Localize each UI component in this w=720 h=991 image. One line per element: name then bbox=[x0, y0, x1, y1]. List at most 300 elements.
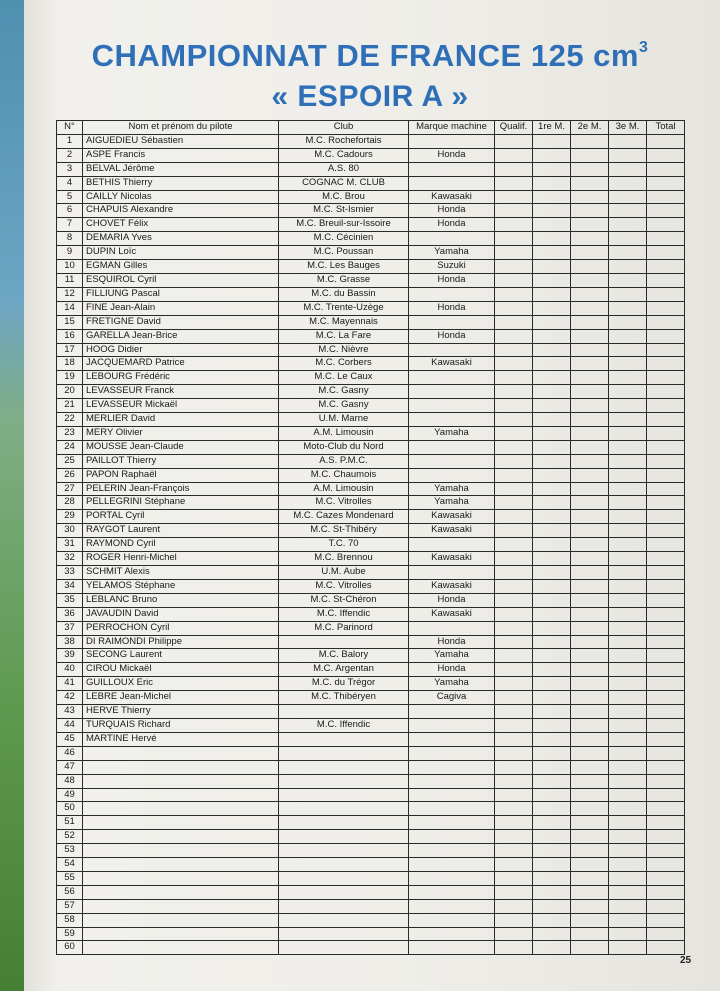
qualif-cell bbox=[495, 663, 533, 677]
m2-cell bbox=[571, 691, 609, 705]
header-no: N° bbox=[57, 121, 83, 135]
qualif-cell bbox=[495, 273, 533, 287]
machine-make bbox=[409, 788, 495, 802]
row-number: 2 bbox=[57, 148, 83, 162]
club-name: M.C. Brennou bbox=[279, 552, 409, 566]
total-cell bbox=[647, 176, 685, 190]
qualif-cell bbox=[495, 649, 533, 663]
club-name: M.C. St-Ismier bbox=[279, 204, 409, 218]
qualif-cell bbox=[495, 204, 533, 218]
row-number: 7 bbox=[57, 218, 83, 232]
m2-cell bbox=[571, 315, 609, 329]
table-row bbox=[57, 440, 685, 454]
machine-make: Honda bbox=[409, 301, 495, 315]
row-number: 53 bbox=[57, 844, 83, 858]
machine-make: Honda bbox=[409, 204, 495, 218]
total-cell bbox=[647, 607, 685, 621]
club-name: M.C. Thibéryen bbox=[279, 691, 409, 705]
m2-cell bbox=[571, 190, 609, 204]
table-row bbox=[57, 524, 685, 538]
qualif-cell bbox=[495, 899, 533, 913]
machine-make: Honda bbox=[409, 663, 495, 677]
row-number: 40 bbox=[57, 663, 83, 677]
pilot-name: ROGER Henri-Michel bbox=[83, 552, 279, 566]
m1-cell bbox=[533, 315, 571, 329]
table-row bbox=[57, 482, 685, 496]
row-number: 50 bbox=[57, 802, 83, 816]
club-name: M.C. Trente-Uzège bbox=[279, 301, 409, 315]
table-row bbox=[57, 927, 685, 941]
m3-cell bbox=[609, 538, 647, 552]
pilot-name: PAILLOT Thierry bbox=[83, 454, 279, 468]
table-row bbox=[57, 246, 685, 260]
m2-cell bbox=[571, 371, 609, 385]
machine-make bbox=[409, 871, 495, 885]
machine-make: Yamaha bbox=[409, 649, 495, 663]
m2-cell bbox=[571, 162, 609, 176]
m1-cell bbox=[533, 816, 571, 830]
table-row bbox=[57, 691, 685, 705]
total-cell bbox=[647, 788, 685, 802]
m1-cell bbox=[533, 941, 571, 955]
m2-cell bbox=[571, 705, 609, 719]
m2-cell bbox=[571, 357, 609, 371]
pilot-name: DUPIN Loïc bbox=[83, 246, 279, 260]
m3-cell bbox=[609, 413, 647, 427]
m1-cell bbox=[533, 760, 571, 774]
m2-cell bbox=[571, 663, 609, 677]
club-name: M.C. Le Caux bbox=[279, 371, 409, 385]
table-header-row bbox=[57, 121, 685, 135]
m2-cell bbox=[571, 927, 609, 941]
m2-cell bbox=[571, 482, 609, 496]
header-m2: 2e M. bbox=[571, 121, 609, 135]
qualif-cell bbox=[495, 871, 533, 885]
m1-cell bbox=[533, 510, 571, 524]
total-cell bbox=[647, 315, 685, 329]
row-number: 59 bbox=[57, 927, 83, 941]
club-name: M.C. Corbers bbox=[279, 357, 409, 371]
total-cell bbox=[647, 496, 685, 510]
m1-cell bbox=[533, 524, 571, 538]
m1-cell bbox=[533, 718, 571, 732]
m3-cell bbox=[609, 343, 647, 357]
club-name bbox=[279, 858, 409, 872]
m2-cell bbox=[571, 301, 609, 315]
m2-cell bbox=[571, 844, 609, 858]
m2-cell bbox=[571, 232, 609, 246]
row-number: 24 bbox=[57, 440, 83, 454]
pilot-name: CHAPUIS Alexandre bbox=[83, 204, 279, 218]
club-name: A.M. Limousin bbox=[279, 426, 409, 440]
table-row bbox=[57, 593, 685, 607]
total-cell bbox=[647, 774, 685, 788]
row-number: 4 bbox=[57, 176, 83, 190]
pilot-name: FILLIUNG Pascal bbox=[83, 287, 279, 301]
qualif-cell bbox=[495, 621, 533, 635]
qualif-cell bbox=[495, 287, 533, 301]
club-name: M.C. Parinord bbox=[279, 621, 409, 635]
pilot-name: PELERIN Jean-François bbox=[83, 482, 279, 496]
total-cell bbox=[647, 816, 685, 830]
m3-cell bbox=[609, 134, 647, 148]
row-number: 45 bbox=[57, 732, 83, 746]
total-cell bbox=[647, 885, 685, 899]
row-number: 48 bbox=[57, 774, 83, 788]
m1-cell bbox=[533, 371, 571, 385]
m3-cell bbox=[609, 927, 647, 941]
m2-cell bbox=[571, 134, 609, 148]
club-name bbox=[279, 927, 409, 941]
qualif-cell bbox=[495, 718, 533, 732]
m1-cell bbox=[533, 413, 571, 427]
row-number: 12 bbox=[57, 287, 83, 301]
row-number: 43 bbox=[57, 705, 83, 719]
club-name bbox=[279, 844, 409, 858]
row-number: 41 bbox=[57, 677, 83, 691]
machine-make bbox=[409, 858, 495, 872]
m3-cell bbox=[609, 705, 647, 719]
table-row bbox=[57, 301, 685, 315]
total-cell bbox=[647, 413, 685, 427]
qualif-cell bbox=[495, 566, 533, 580]
table-row bbox=[57, 385, 685, 399]
m3-cell bbox=[609, 871, 647, 885]
m3-cell bbox=[609, 176, 647, 190]
total-cell bbox=[647, 287, 685, 301]
m3-cell bbox=[609, 190, 647, 204]
pilot-name bbox=[83, 760, 279, 774]
club-name: M.C. Breuil-sur-Issoire bbox=[279, 218, 409, 232]
m3-cell bbox=[609, 941, 647, 955]
machine-make bbox=[409, 885, 495, 899]
table-row bbox=[57, 343, 685, 357]
row-number: 36 bbox=[57, 607, 83, 621]
m2-cell bbox=[571, 329, 609, 343]
machine-make bbox=[409, 468, 495, 482]
pilot-name: LEBLANC Bruno bbox=[83, 593, 279, 607]
row-number: 15 bbox=[57, 315, 83, 329]
qualif-cell bbox=[495, 496, 533, 510]
row-number: 39 bbox=[57, 649, 83, 663]
pilot-name: RAYGOT Laurent bbox=[83, 524, 279, 538]
row-number: 3 bbox=[57, 162, 83, 176]
table-row bbox=[57, 649, 685, 663]
table-row bbox=[57, 413, 685, 427]
m2-cell bbox=[571, 621, 609, 635]
total-cell bbox=[647, 871, 685, 885]
qualif-cell bbox=[495, 524, 533, 538]
qualif-cell bbox=[495, 260, 533, 274]
pilot-name: GARELLA Jean-Brice bbox=[83, 329, 279, 343]
pilot-name: LEVASSEUR Franck bbox=[83, 385, 279, 399]
row-number: 1 bbox=[57, 134, 83, 148]
m2-cell bbox=[571, 677, 609, 691]
m2-cell bbox=[571, 913, 609, 927]
m1-cell bbox=[533, 385, 571, 399]
m3-cell bbox=[609, 858, 647, 872]
table-row bbox=[57, 148, 685, 162]
table-row bbox=[57, 287, 685, 301]
qualif-cell bbox=[495, 454, 533, 468]
m2-cell bbox=[571, 496, 609, 510]
table-row bbox=[57, 635, 685, 649]
table-row bbox=[57, 371, 685, 385]
pilot-name: CIROU Mickaël bbox=[83, 663, 279, 677]
club-name bbox=[279, 913, 409, 927]
row-number: 18 bbox=[57, 357, 83, 371]
club-name: U.M. Marne bbox=[279, 413, 409, 427]
m1-cell bbox=[533, 649, 571, 663]
pilot-name: LEBRE Jean-Michel bbox=[83, 691, 279, 705]
qualif-cell bbox=[495, 732, 533, 746]
table-row bbox=[57, 885, 685, 899]
club-name bbox=[279, 760, 409, 774]
row-number: 31 bbox=[57, 538, 83, 552]
m1-cell bbox=[533, 496, 571, 510]
club-name bbox=[279, 705, 409, 719]
m1-cell bbox=[533, 899, 571, 913]
m2-cell bbox=[571, 746, 609, 760]
machine-make: Kawasaki bbox=[409, 607, 495, 621]
machine-make bbox=[409, 830, 495, 844]
table-row bbox=[57, 663, 685, 677]
m1-cell bbox=[533, 858, 571, 872]
results-table bbox=[56, 120, 685, 955]
club-name: A.S. 80 bbox=[279, 162, 409, 176]
row-number: 19 bbox=[57, 371, 83, 385]
total-cell bbox=[647, 705, 685, 719]
m2-cell bbox=[571, 760, 609, 774]
total-cell bbox=[647, 454, 685, 468]
m1-cell bbox=[533, 621, 571, 635]
m2-cell bbox=[571, 510, 609, 524]
total-cell bbox=[647, 301, 685, 315]
machine-make: Kawasaki bbox=[409, 579, 495, 593]
m3-cell bbox=[609, 788, 647, 802]
qualif-cell bbox=[495, 746, 533, 760]
club-name: M.C. Cazes Mondenard bbox=[279, 510, 409, 524]
row-number: 60 bbox=[57, 941, 83, 955]
club-name bbox=[279, 774, 409, 788]
total-cell bbox=[647, 552, 685, 566]
header-qualif: Qualif. bbox=[495, 121, 533, 135]
machine-make: Honda bbox=[409, 273, 495, 287]
m3-cell bbox=[609, 357, 647, 371]
table-row bbox=[57, 232, 685, 246]
pilot-name: RAYMOND Cyril bbox=[83, 538, 279, 552]
qualif-cell bbox=[495, 357, 533, 371]
table-row bbox=[57, 871, 685, 885]
row-number: 27 bbox=[57, 482, 83, 496]
table-row bbox=[57, 579, 685, 593]
total-cell bbox=[647, 204, 685, 218]
qualif-cell bbox=[495, 399, 533, 413]
qualif-cell bbox=[495, 677, 533, 691]
qualif-cell bbox=[495, 440, 533, 454]
m2-cell bbox=[571, 816, 609, 830]
m1-cell bbox=[533, 440, 571, 454]
pilot-name: PERROCHON Cyril bbox=[83, 621, 279, 635]
qualif-cell bbox=[495, 579, 533, 593]
m3-cell bbox=[609, 426, 647, 440]
machine-make bbox=[409, 760, 495, 774]
pilot-name: PORTAL Cyril bbox=[83, 510, 279, 524]
m3-cell bbox=[609, 232, 647, 246]
m2-cell bbox=[571, 579, 609, 593]
machine-make: Yamaha bbox=[409, 496, 495, 510]
machine-make bbox=[409, 941, 495, 955]
header-total: Total bbox=[647, 121, 685, 135]
table-row bbox=[57, 190, 685, 204]
club-name bbox=[279, 941, 409, 955]
pilot-name: DI RAIMONDI Philippe bbox=[83, 635, 279, 649]
row-number: 52 bbox=[57, 830, 83, 844]
club-name: M.C. St-Thibéry bbox=[279, 524, 409, 538]
pilot-name bbox=[83, 927, 279, 941]
club-name: M.C. La Fare bbox=[279, 329, 409, 343]
club-name bbox=[279, 746, 409, 760]
m2-cell bbox=[571, 552, 609, 566]
table-row bbox=[57, 732, 685, 746]
total-cell bbox=[647, 927, 685, 941]
table-row bbox=[57, 426, 685, 440]
pilot-name: GUILLOUX Eric bbox=[83, 677, 279, 691]
row-number: 34 bbox=[57, 579, 83, 593]
table-row bbox=[57, 913, 685, 927]
row-number: 44 bbox=[57, 718, 83, 732]
total-cell bbox=[647, 941, 685, 955]
qualif-cell bbox=[495, 301, 533, 315]
m1-cell bbox=[533, 162, 571, 176]
m2-cell bbox=[571, 538, 609, 552]
m1-cell bbox=[533, 538, 571, 552]
m3-cell bbox=[609, 579, 647, 593]
row-number: 30 bbox=[57, 524, 83, 538]
table-row bbox=[57, 941, 685, 955]
machine-make bbox=[409, 343, 495, 357]
m3-cell bbox=[609, 440, 647, 454]
m2-cell bbox=[571, 899, 609, 913]
row-number: 11 bbox=[57, 273, 83, 287]
machine-make: Suzuki bbox=[409, 260, 495, 274]
machine-make: Yamaha bbox=[409, 426, 495, 440]
table-row bbox=[57, 329, 685, 343]
m1-cell bbox=[533, 635, 571, 649]
m1-cell bbox=[533, 691, 571, 705]
pilot-name: CHOVET Félix bbox=[83, 218, 279, 232]
pilot-name bbox=[83, 774, 279, 788]
total-cell bbox=[647, 371, 685, 385]
machine-make bbox=[409, 802, 495, 816]
club-name: M.C. Gasny bbox=[279, 399, 409, 413]
m1-cell bbox=[533, 273, 571, 287]
header-m3: 3e M. bbox=[609, 121, 647, 135]
pilot-name: BETHIS Thierry bbox=[83, 176, 279, 190]
qualif-cell bbox=[495, 816, 533, 830]
club-name bbox=[279, 802, 409, 816]
row-number: 38 bbox=[57, 635, 83, 649]
club-name: A.S. P.M.C. bbox=[279, 454, 409, 468]
machine-make: Kawasaki bbox=[409, 190, 495, 204]
club-name bbox=[279, 885, 409, 899]
club-name: M.C. Iffendic bbox=[279, 607, 409, 621]
qualif-cell bbox=[495, 927, 533, 941]
m1-cell bbox=[533, 399, 571, 413]
table-row bbox=[57, 607, 685, 621]
row-number: 10 bbox=[57, 260, 83, 274]
m1-cell bbox=[533, 802, 571, 816]
m1-cell bbox=[533, 301, 571, 315]
qualif-cell bbox=[495, 844, 533, 858]
total-cell bbox=[647, 273, 685, 287]
m2-cell bbox=[571, 260, 609, 274]
table-row bbox=[57, 260, 685, 274]
row-number: 22 bbox=[57, 413, 83, 427]
row-number: 21 bbox=[57, 399, 83, 413]
row-number: 51 bbox=[57, 816, 83, 830]
machine-make bbox=[409, 413, 495, 427]
total-cell bbox=[647, 746, 685, 760]
machine-make bbox=[409, 774, 495, 788]
table-row bbox=[57, 774, 685, 788]
total-cell bbox=[647, 899, 685, 913]
qualif-cell bbox=[495, 552, 533, 566]
total-cell bbox=[647, 426, 685, 440]
m1-cell bbox=[533, 204, 571, 218]
club-name: T.C. 70 bbox=[279, 538, 409, 552]
pilot-name bbox=[83, 899, 279, 913]
qualif-cell bbox=[495, 343, 533, 357]
m2-cell bbox=[571, 385, 609, 399]
title-superscript: 3 bbox=[638, 39, 649, 56]
row-number: 17 bbox=[57, 343, 83, 357]
table-row bbox=[57, 899, 685, 913]
total-cell bbox=[647, 732, 685, 746]
total-cell bbox=[647, 718, 685, 732]
page-title: CHAMPIONNAT DE FRANCE 125 $cm^3$ bbox=[91, 38, 649, 73]
pilot-name: MOUSSE Jean-Claude bbox=[83, 440, 279, 454]
table-row bbox=[57, 552, 685, 566]
machine-make bbox=[409, 399, 495, 413]
table-row bbox=[57, 218, 685, 232]
row-number: 56 bbox=[57, 885, 83, 899]
machine-make: Yamaha bbox=[409, 677, 495, 691]
table-row bbox=[57, 496, 685, 510]
machine-make bbox=[409, 913, 495, 927]
m3-cell bbox=[609, 566, 647, 580]
table-row bbox=[57, 788, 685, 802]
m2-cell bbox=[571, 176, 609, 190]
table-row bbox=[57, 677, 685, 691]
m3-cell bbox=[609, 691, 647, 705]
machine-make bbox=[409, 176, 495, 190]
total-cell bbox=[647, 691, 685, 705]
table-row bbox=[57, 802, 685, 816]
m2-cell bbox=[571, 426, 609, 440]
m1-cell bbox=[533, 176, 571, 190]
total-cell bbox=[647, 218, 685, 232]
pilot-name: CAILLY Nicolas bbox=[83, 190, 279, 204]
m1-cell bbox=[533, 482, 571, 496]
m2-cell bbox=[571, 413, 609, 427]
m1-cell bbox=[533, 148, 571, 162]
club-name: M.C. Iffendic bbox=[279, 718, 409, 732]
m3-cell bbox=[609, 677, 647, 691]
m2-cell bbox=[571, 273, 609, 287]
m1-cell bbox=[533, 329, 571, 343]
row-number: 32 bbox=[57, 552, 83, 566]
